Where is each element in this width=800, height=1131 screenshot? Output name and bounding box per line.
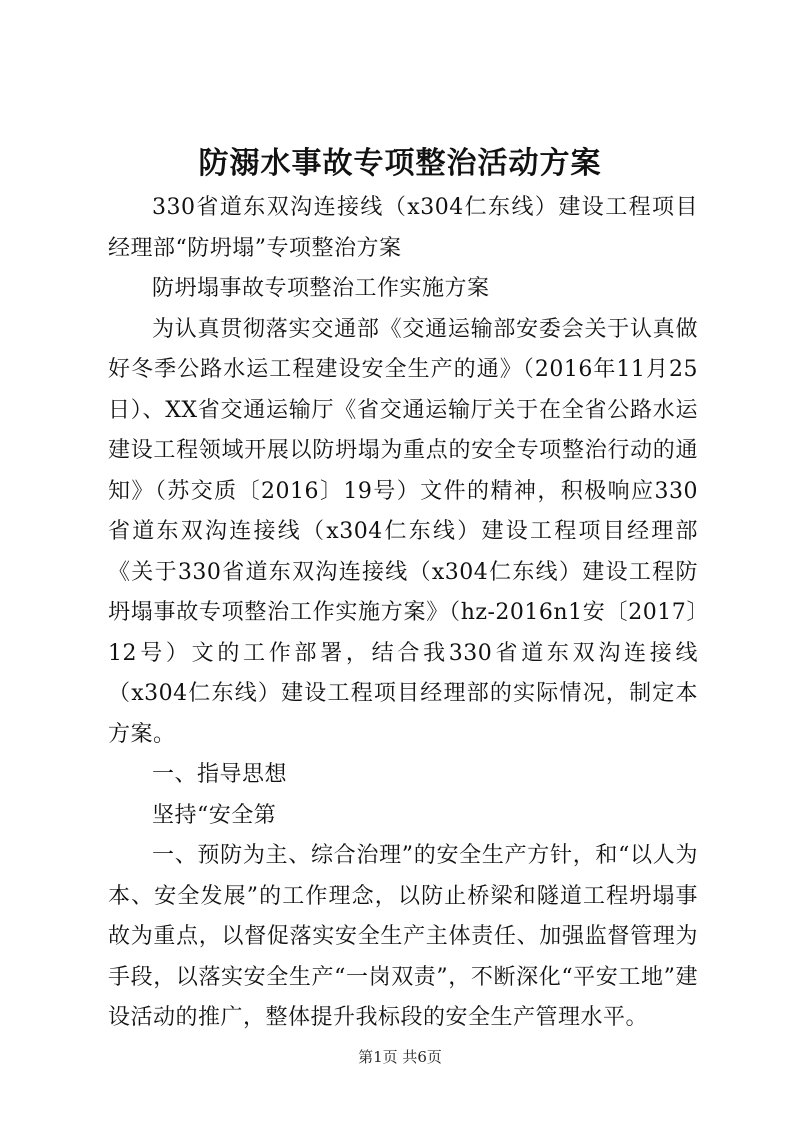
section-heading-guiding-ideology: 一、指导思想 bbox=[152, 762, 288, 787]
paragraph-principle-body: 一、预防为主、综合治理”的安全生产方针，和“以人为本、安全发展”的工作理念，以防止桥梁和隧道工程坍塌事故为重点，以督促落实安全生产主体责任、加强监督管理为手段，以落实安全生产“一岗双责”，不断深化“平安工地”建设活动的推广，整体提升我标段的安全生产管理水平。 bbox=[108, 843, 698, 1030]
document-body bbox=[108, 188, 698, 1039]
page-title: 防溺水事故专项整治活动方案 bbox=[198, 146, 602, 181]
page-footer: 第1页 共6页 bbox=[358, 1048, 442, 1066]
paragraph-subtitle: 防坍塌事故专项整治工作实施方案 bbox=[152, 276, 490, 301]
paragraph-intro: 为认真贯彻落实交通部《交通运输部安委会关于认真做好冬季公路水运工程建设安全生产的通》（2016年11月25日）、XX省交通运输厅《省交通运输厅关于在全省公路水运建设工程领域开展以防坍塌为重点的安全专项整治行动的通知》（苏交质〔2016〕19号）文件的精神，积极响应330省道东双沟连接线（x304仁东线）建设工程项目经理部《关于330省道东双沟连接线（x304仁东线）建设工程防坍塌事故专项整治工作实施方案》（hz-2016n1安〔2017〕12号）文的工作部署，结合我330省道东双沟连接线（x304仁东线）建设工程项目经理部的实际情况，制定本方案。 bbox=[108, 316, 698, 747]
paragraph-heading-line: 330省道东双沟连接线（x304仁东线）建设工程项目经理部“防坍塌”专项整治方案 bbox=[108, 195, 698, 261]
paragraph-principle-start: 坚持“安全第 bbox=[152, 802, 277, 828]
